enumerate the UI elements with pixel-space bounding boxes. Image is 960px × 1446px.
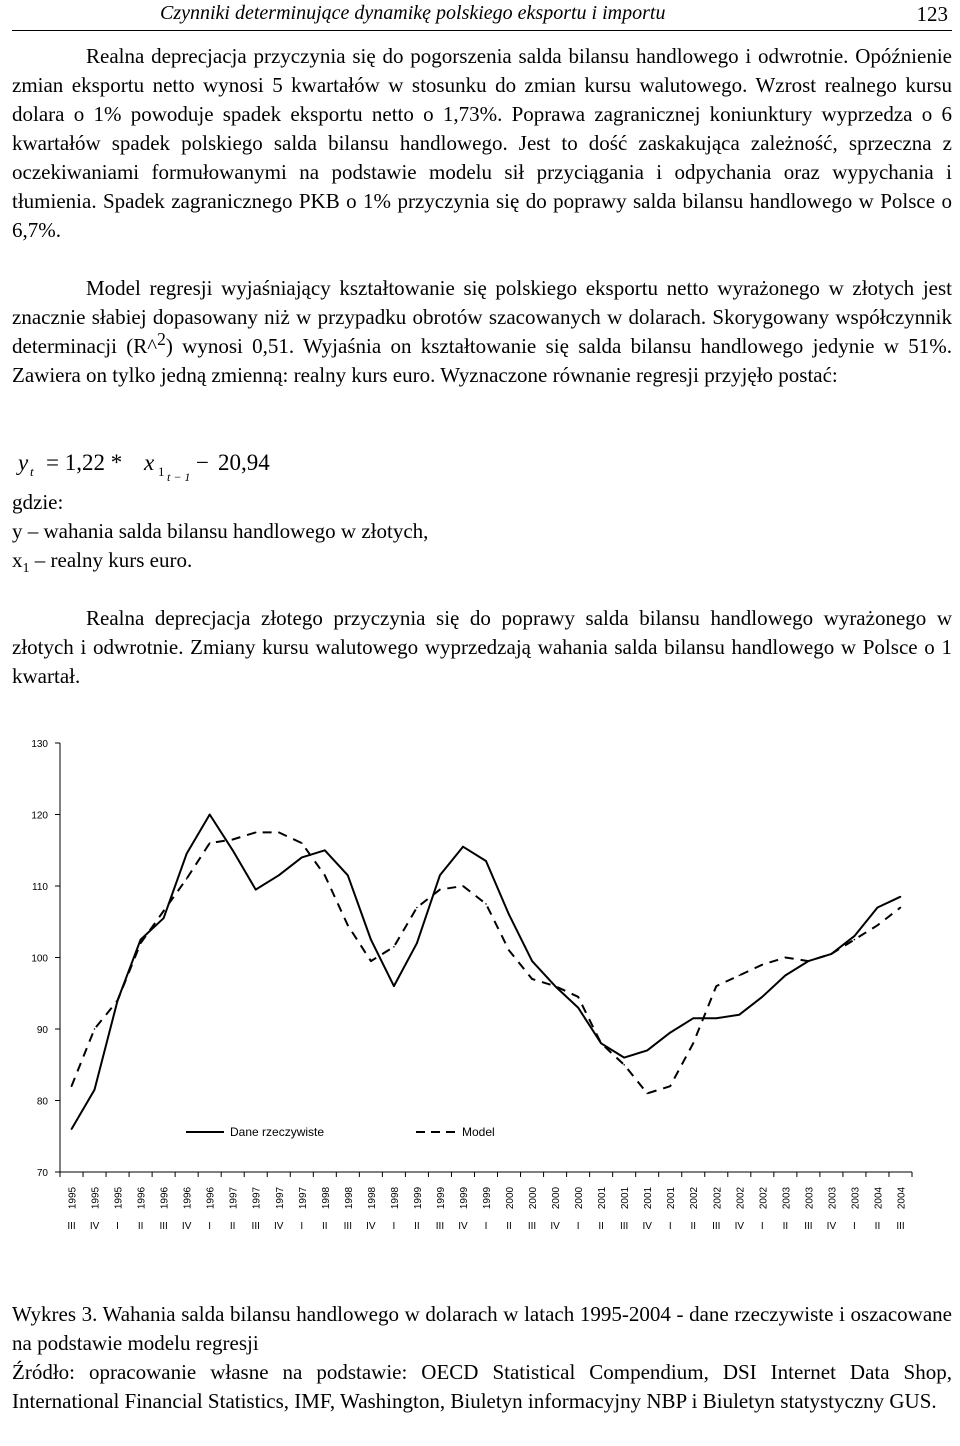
x-tick-label-year: 1998 <box>366 1186 378 1210</box>
data-point-actual <box>416 942 418 944</box>
x-tick-label-year: 2004 <box>873 1186 885 1210</box>
data-point-model <box>716 985 718 987</box>
x-tick-label-quarter: I <box>484 1221 488 1232</box>
x-tick-label-year: 2001 <box>597 1186 609 1210</box>
data-point-model <box>485 903 487 905</box>
data-point-model <box>854 939 856 941</box>
figure-source: Źródło: opracowanie własne na podstawie: OECD Statistical Compendium, DSI Internet Data Shop, International Financial Statistics, IMF, Washington, Biuletyn informacyjny NBP i Biuletyn statystyczny GUS. <box>12 1360 952 1413</box>
trade-balance-chart <box>0 728 960 1248</box>
data-point-actual <box>692 1018 694 1020</box>
data-point-model <box>877 925 879 927</box>
paragraph-2-part-b: ) wynosi 0,51. Wyjaśnia on kształtowanie się salda bilansu handlowego jedynie w 51%. Zawiera on tylko jedną zmienną: realny kurs euro. Wyznaczone równanie regresji przyjęło postać: <box>12 334 952 387</box>
x-tick-label-year: 2001 <box>620 1186 632 1210</box>
data-point-actual <box>232 850 234 852</box>
x-tick-label-year: 2003 <box>781 1186 793 1210</box>
paragraph-1-text: Realna deprecjacja przyczynia się do pogorszenia salda bilansu handlowego i odwrotnie. Opóźnienie zmian eksportu netto wynosi 5 kwartałów w stosunku do zmian kursu walutowego. Wzrost realnego kursu dolara o 1% powoduje spadek eksportu netto o 1,73%. Poprawa zagranicznej koniunktury wyprzedza o 6 kwartałów spadek polskiego salda bilansu handlowego. Jest to dość zaskakująca zależność, sprzeczna z oczekiwaniami formułowanymi na podstawie modelu sił przyciągania i odpychania oraz wypychania i tłumienia. Spadek zagranicznego PKB o 1% przyczynia się do poprawy salda bilansu handlowego w Polsce o 6,7%. <box>12 44 952 242</box>
data-point-model <box>255 832 257 834</box>
x-tick-label-year: 2003 <box>804 1186 816 1210</box>
x-tick-label-quarter: IV <box>550 1221 560 1232</box>
formula-x-subscript-1: 1 <box>158 464 165 479</box>
definition-x-subscript: 1 <box>22 561 30 577</box>
x-tick-label-quarter: III <box>251 1221 260 1232</box>
legend-label-model: Model <box>462 1125 495 1139</box>
data-point-model <box>140 942 142 944</box>
data-point-actual <box>278 875 280 877</box>
data-point-model <box>370 960 372 962</box>
data-point-actual <box>462 846 464 848</box>
data-point-model <box>163 910 165 912</box>
data-point-model <box>831 953 833 955</box>
x-tick-label-quarter: I <box>208 1221 212 1232</box>
y-tick-label: 70 <box>36 1168 48 1179</box>
x-tick-label-quarter: IV <box>366 1221 376 1232</box>
y-tick-label: 80 <box>36 1096 48 1108</box>
data-point-actual <box>716 1018 718 1020</box>
formula-coefficient: = 1,22 * <box>46 450 123 475</box>
x-tick-label-quarter: I <box>853 1221 856 1232</box>
data-point-actual <box>762 996 764 998</box>
x-tick-label-year: 1999 <box>482 1186 493 1210</box>
y-tick-label: 90 <box>36 1025 48 1036</box>
x-tick-label-quarter: I <box>760 1221 764 1232</box>
data-point-actual <box>485 860 487 862</box>
data-point-model <box>462 885 464 887</box>
definition-y: y – wahania salda bilansu handlowego w złotych, <box>12 519 429 543</box>
x-tick-label-year: 1995 <box>67 1186 79 1210</box>
data-point-model <box>646 1093 648 1095</box>
data-point-actual <box>255 889 257 891</box>
data-point-model <box>900 907 902 909</box>
y-tick-label: 100 <box>31 953 48 965</box>
x-tick-label-year: 2000 <box>551 1186 563 1210</box>
x-tick-label-year: 2000 <box>574 1186 586 1210</box>
x-tick-label-year: 2004 <box>896 1186 908 1210</box>
data-point-model <box>508 950 510 952</box>
data-point-model <box>692 1043 694 1045</box>
paragraph-1 <box>12 42 952 245</box>
data-point-model <box>393 946 395 948</box>
data-point-model <box>554 985 556 987</box>
x-tick-label-year: 1997 <box>274 1186 286 1210</box>
data-point-actual <box>577 1007 579 1009</box>
data-point-model <box>600 1043 602 1045</box>
x-tick-label-year: 1995 <box>113 1186 125 1210</box>
x-tick-label-quarter: III <box>619 1221 629 1232</box>
x-tick-label-quarter: I <box>116 1221 119 1232</box>
paragraph-3-text: Realna deprecjacja złotego przyczynia się do poprawy salda bilansu handlowego wyrażonego w złotych i odwrotnie. Zmiany kursu walutowego wyprzedzają wahania salda bilansu handlowego w Polsce o 1 kwartał. <box>12 606 952 688</box>
x-tick-label-quarter: II <box>874 1221 881 1232</box>
paragraph-2 <box>12 274 952 390</box>
variable-definitions <box>12 488 952 575</box>
x-tick-label-year: 1999 <box>412 1186 424 1210</box>
data-point-model <box>324 875 326 877</box>
data-point-model <box>278 832 280 834</box>
r-squared-exponent: 2 <box>157 329 166 349</box>
data-point-actual <box>71 1128 73 1130</box>
data-point-model <box>739 975 741 977</box>
data-point-actual <box>900 896 902 898</box>
x-tick-label-year: 2000 <box>528 1186 540 1210</box>
x-tick-label-quarter: IV <box>181 1221 192 1232</box>
data-point-actual <box>646 1050 648 1052</box>
x-tick-label-quarter: I <box>576 1221 580 1232</box>
x-tick-label-year: 1997 <box>228 1186 240 1210</box>
definition-x-text: – realny kurs euro. <box>29 548 193 572</box>
data-point-actual <box>186 853 188 855</box>
paragraph-2-text <box>12 274 952 390</box>
x-tick-label-year: 1997 <box>297 1186 309 1210</box>
data-point-actual <box>140 939 142 941</box>
data-point-actual <box>669 1032 671 1034</box>
definitions-intro: gdzie: <box>12 490 64 514</box>
data-point-actual <box>209 814 211 816</box>
x-tick-label-quarter: III <box>343 1221 353 1232</box>
page-number: 123 <box>916 2 948 26</box>
formula-x-subscript-lag: t − 1 <box>167 470 191 484</box>
data-point-model <box>531 978 533 980</box>
x-tick-label-quarter: III <box>804 1221 813 1232</box>
x-tick-label-quarter: I <box>300 1221 304 1232</box>
x-tick-label-year: 1996 <box>182 1186 194 1210</box>
data-point-actual <box>94 1089 96 1091</box>
x-tick-label-year: 1999 <box>435 1186 447 1210</box>
x-tick-label-year: 1999 <box>458 1186 470 1210</box>
x-tick-label-year: 2001 <box>666 1186 678 1210</box>
x-tick-label-quarter: IV <box>642 1221 652 1232</box>
x-tick-label-quarter: II <box>506 1221 512 1232</box>
x-tick-label-quarter: III <box>159 1221 168 1232</box>
x-tick-label-year: 2002 <box>758 1186 770 1210</box>
data-point-actual <box>324 850 326 852</box>
data-point-model <box>301 842 303 844</box>
x-tick-label-quarter: II <box>690 1221 697 1232</box>
data-point-actual <box>623 1057 625 1059</box>
x-tick-label-quarter: III <box>435 1221 445 1232</box>
x-tick-label-quarter: III <box>67 1221 76 1232</box>
x-tick-label-quarter: II <box>414 1221 420 1232</box>
running-header <box>12 0 952 31</box>
x-tick-label-year: 2000 <box>505 1186 517 1210</box>
y-tick-label: 110 <box>32 882 48 893</box>
formula-x: x <box>144 450 155 475</box>
x-tick-label-quarter: III <box>896 1221 905 1232</box>
legend-label-actual: Dane rzeczywiste <box>230 1125 325 1139</box>
data-point-model <box>347 925 349 927</box>
data-point-model <box>416 907 418 909</box>
figure-caption <box>12 1300 952 1416</box>
data-point-actual <box>877 907 879 909</box>
data-point-model <box>439 889 441 891</box>
data-point-actual <box>393 985 395 987</box>
paragraph-3 <box>12 604 952 691</box>
x-tick-label-year: 1998 <box>389 1186 401 1210</box>
data-point-actual <box>301 857 303 859</box>
x-tick-label-quarter: III <box>712 1221 721 1232</box>
series-line-model <box>72 832 901 1093</box>
data-point-model <box>117 1000 119 1002</box>
x-tick-label-year: 1996 <box>136 1186 148 1210</box>
y-tick-label: 130 <box>31 739 48 750</box>
data-point-actual <box>163 917 165 919</box>
data-point-actual <box>739 1014 741 1016</box>
formula-constant: 20,94 <box>218 450 270 475</box>
regression-formula <box>18 446 418 492</box>
x-tick-label-year: 1997 <box>251 1186 263 1210</box>
data-point-actual <box>370 939 372 941</box>
x-tick-label-quarter: IV <box>826 1221 837 1232</box>
x-tick-label-quarter: IV <box>734 1221 745 1232</box>
data-point-model <box>762 964 764 966</box>
x-tick-label-quarter: I <box>392 1221 396 1232</box>
data-point-model <box>623 1064 625 1066</box>
x-tick-label-quarter: IV <box>89 1221 100 1232</box>
x-tick-label-quarter: II <box>598 1221 604 1232</box>
x-tick-label-quarter: III <box>527 1221 537 1232</box>
paragraph-2-part-a: Model regresji wyjaśniający kształtowanie się polskiego eksportu netto wyrażonego w złotych jest znacznie słabiej dopasowany niż w przypadku obrotów szacowanych w dolarach. Skorygowany współczynnik determinacji (R^ <box>12 276 952 358</box>
data-point-model <box>186 878 188 880</box>
formula-minus: − <box>196 450 209 475</box>
data-point-actual <box>531 960 533 962</box>
x-tick-label-year: 2003 <box>827 1186 839 1210</box>
x-tick-label-year: 1998 <box>320 1186 332 1210</box>
x-tick-label-year: 2002 <box>689 1186 701 1210</box>
data-point-actual <box>785 975 787 977</box>
chart-container <box>0 728 960 1248</box>
x-tick-label-quarter: I <box>668 1221 672 1232</box>
data-point-actual <box>508 914 510 916</box>
formula-y-subscript: t <box>30 464 34 479</box>
formula-y: y <box>18 450 29 475</box>
running-title: Czynniki determinujące dynamikę polskiego eksportu i importu <box>160 2 666 24</box>
x-tick-label-year: 1996 <box>205 1186 217 1210</box>
data-point-model <box>669 1085 671 1087</box>
x-tick-label-year: 2003 <box>850 1186 862 1210</box>
data-point-model <box>209 842 211 844</box>
x-tick-label-year: 1996 <box>159 1186 171 1210</box>
x-tick-label-quarter: IV <box>274 1221 284 1232</box>
x-tick-label-quarter: II <box>229 1221 236 1232</box>
definition-x <box>12 546 952 575</box>
x-tick-label-quarter: II <box>137 1221 144 1232</box>
x-tick-label-year: 1995 <box>90 1186 102 1210</box>
data-point-model <box>71 1085 73 1087</box>
data-point-actual <box>347 875 349 877</box>
data-point-model <box>232 839 234 841</box>
x-tick-label-quarter: II <box>782 1221 789 1232</box>
data-point-actual <box>439 875 441 877</box>
x-tick-label-year: 1998 <box>343 1186 355 1210</box>
data-point-model <box>94 1028 96 1030</box>
data-point-model <box>577 996 579 998</box>
x-tick-label-year: 2002 <box>712 1186 724 1210</box>
data-point-actual <box>854 935 856 937</box>
x-tick-label-quarter: II <box>322 1221 328 1232</box>
figure-title: Wykres 3. Wahania salda bilansu handlowego w dolarach w latach 1995-2004 - dane rzeczywiste i oszacowane na podstawie modelu regresji <box>12 1302 952 1355</box>
x-tick-label-year: 2001 <box>643 1186 655 1210</box>
data-point-model <box>785 957 787 959</box>
definition-x-symbol: x <box>12 548 23 572</box>
x-tick-label-quarter: IV <box>458 1221 468 1232</box>
y-tick-label: 120 <box>31 810 48 822</box>
data-point-model <box>808 960 810 962</box>
x-tick-label-year: 2002 <box>735 1186 747 1210</box>
